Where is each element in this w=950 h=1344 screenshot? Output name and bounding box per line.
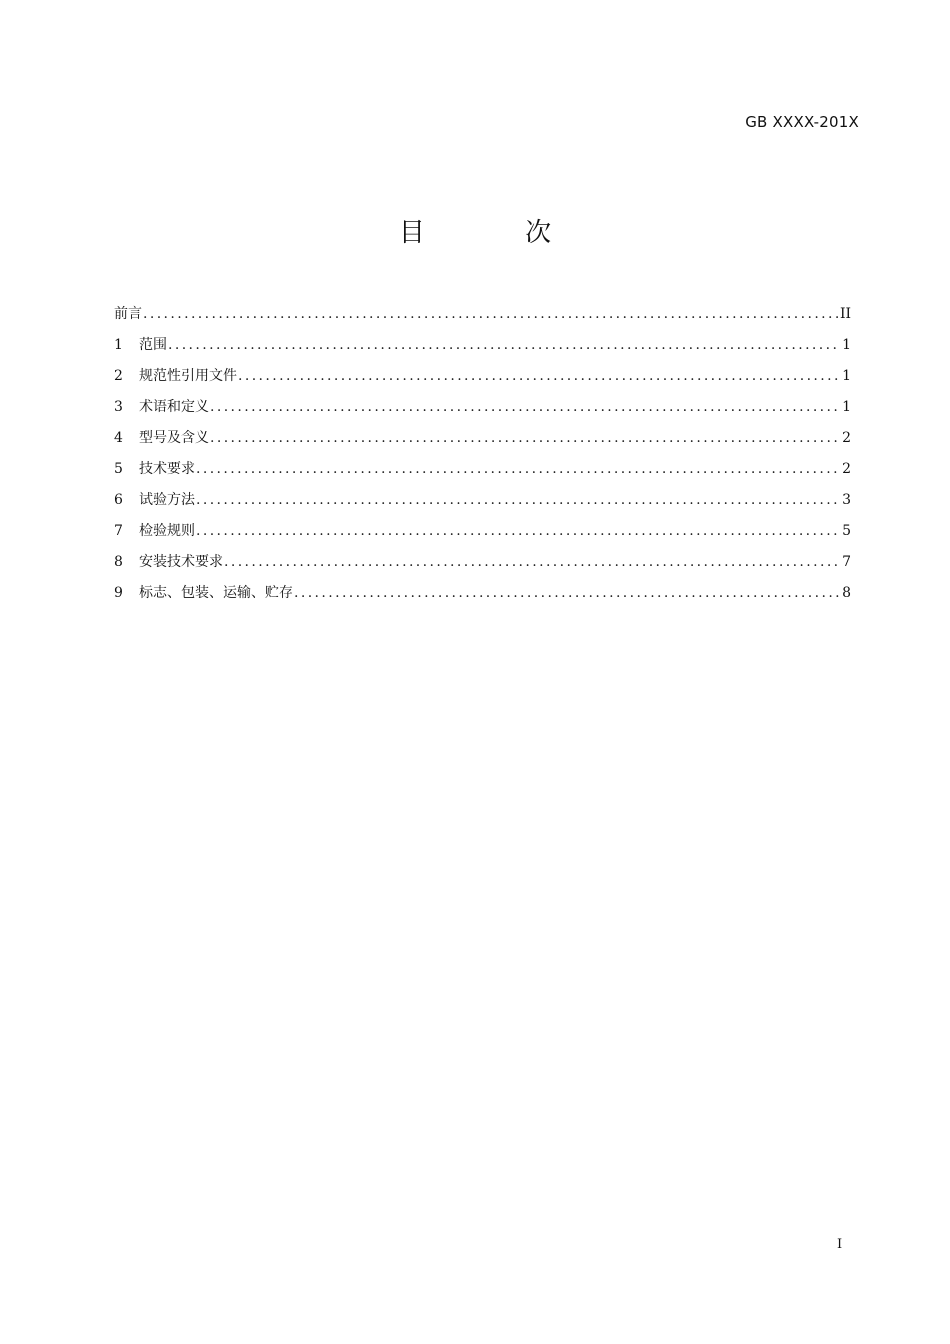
toc-entry-number: 3 [114,399,123,415]
toc-leader-dots [224,550,840,574]
toc-entry-number: 4 [114,430,123,446]
toc-entry-label: 前言 [114,306,142,322]
toc-leader-dots [238,364,840,388]
document-code: GB XXXX-201X [745,113,859,131]
toc-leader-dots [196,488,840,512]
toc-entry-7[interactable] [114,519,851,550]
toc-leader-dots [143,302,838,326]
toc-entry-number: 5 [114,461,123,477]
toc-entry-6[interactable] [114,488,851,519]
toc-entry-label: 范围 [139,337,167,353]
toc-entry-page: 1 [842,368,851,384]
toc-leader-dots [210,395,840,419]
toc-leader-dots [168,333,840,357]
toc-leader-dots [210,426,840,450]
toc-entry-page: II [839,306,851,322]
toc-entry-9[interactable] [114,581,851,612]
toc-entry-label: 规范性引用文件 [139,368,237,384]
toc-entry-page: 5 [842,523,851,539]
toc-entry-page: 1 [842,399,851,415]
toc-entry-page: 2 [842,461,851,477]
toc-entry-label: 安装技术要求 [139,554,223,570]
table-of-contents [114,302,851,612]
toc-entry-number: 1 [114,337,123,353]
toc-leader-dots [196,457,840,481]
toc-entry-label: 试验方法 [139,492,195,508]
toc-entry-4[interactable] [114,426,851,457]
toc-entry-number: 6 [114,492,123,508]
toc-entry-5[interactable] [114,457,851,488]
toc-entry-label: 术语和定义 [139,399,209,415]
toc-title: 目 次 [398,218,598,248]
toc-entry-page: 7 [842,554,851,570]
toc-entry-label: 型号及含义 [139,430,209,446]
toc-entry-number: 2 [114,368,123,384]
toc-entry-label: 标志、包装、运输、贮存 [139,585,293,601]
toc-entry-8[interactable] [114,550,851,581]
toc-entry-page: 2 [842,430,851,446]
toc-entry-1[interactable] [114,333,851,364]
toc-entry-2[interactable] [114,364,851,395]
page-number: I [837,1237,843,1252]
toc-entry-number: 9 [114,585,123,601]
toc-entry-label: 检验规则 [139,523,195,539]
toc-leader-dots [294,581,840,605]
toc-entry-page: 3 [842,492,851,508]
toc-entry-3[interactable] [114,395,851,426]
toc-entry-page: 8 [842,585,851,601]
toc-entry-number: 7 [114,523,123,539]
toc-leader-dots [196,519,840,543]
toc-entry-preface[interactable] [114,302,851,333]
toc-entry-number: 8 [114,554,123,570]
toc-entry-label: 技术要求 [139,461,195,477]
toc-entry-page: 1 [842,337,851,353]
